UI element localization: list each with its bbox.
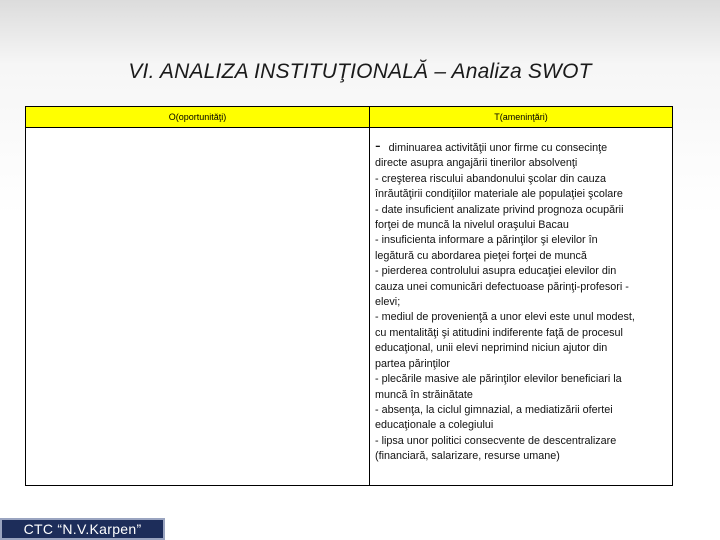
threat-line: forţei de muncă la nivelul oraşului Bacau [375,219,569,232]
threat-line: - absenţa, la ciclul gimnazial, a mediatizării ofertei [375,403,613,416]
threat-line: - lipsa unor politici consecvente de descentralizare [375,434,617,447]
threat-line: - creşterea riscului abandonului şcolar din cauza [375,172,607,185]
threat-first-text: diminuarea activităţii unor firme cu consecinţe [388,142,608,154]
threat-line: cu mentalităţi şi atitudini indiferente faţă de procesul [375,326,623,339]
slide-title: VI. ANALIZA INSTITUŢIONALĂ – Analiza SWOT [128,60,592,83]
threat-line: - pierderea controlului asupra educaţiei elevilor din [375,265,617,278]
swot-table [25,106,673,486]
threat-line: cauza unei comunicări defectuoase părinţi-profesori - [375,280,629,293]
threat-first-line [375,138,668,156]
threat-line: - mediul de provenienţă a unor elevi este unul modest, [375,311,635,324]
header-opportunities: O(oportunităţi) [26,107,370,128]
threats-list [370,128,672,465]
threat-line: - insuficienta informare a părinţilor şi elevilor în [375,234,598,247]
threat-line: partea părinţilor [375,357,451,370]
threat-line: - plecările masive ale părinţilor elevilor beneficiari la [375,373,622,386]
threat-line: (financiară, salarizare, resurse umane) [375,450,560,463]
header-threats: T(ameninţări) [370,107,673,128]
threat-line: directe asupra angajării tinerilor absolvenţi [375,157,578,170]
threat-line: educaţional, unii elevi neprimind niciun ajutor din [375,342,608,355]
threat-line: legătură cu abordarea pieţei forţei de muncă [375,249,587,262]
threat-line: înrăutăţirii condiţiilor materiale ale populaţiei şcolare [375,188,623,201]
threat-line: elevi; [375,296,401,309]
threat-line: educaţionale a colegiului [375,419,494,432]
footer-badge: CTC “N.V.Karpen” [0,518,165,540]
threat-line: muncă în străinătate [375,388,473,401]
threat-line: - date insuficient analizate privind prognoza ocupării [375,203,624,216]
opportunities-cell [26,128,370,486]
threat-dash: - [375,136,381,155]
threats-cell [370,128,673,486]
